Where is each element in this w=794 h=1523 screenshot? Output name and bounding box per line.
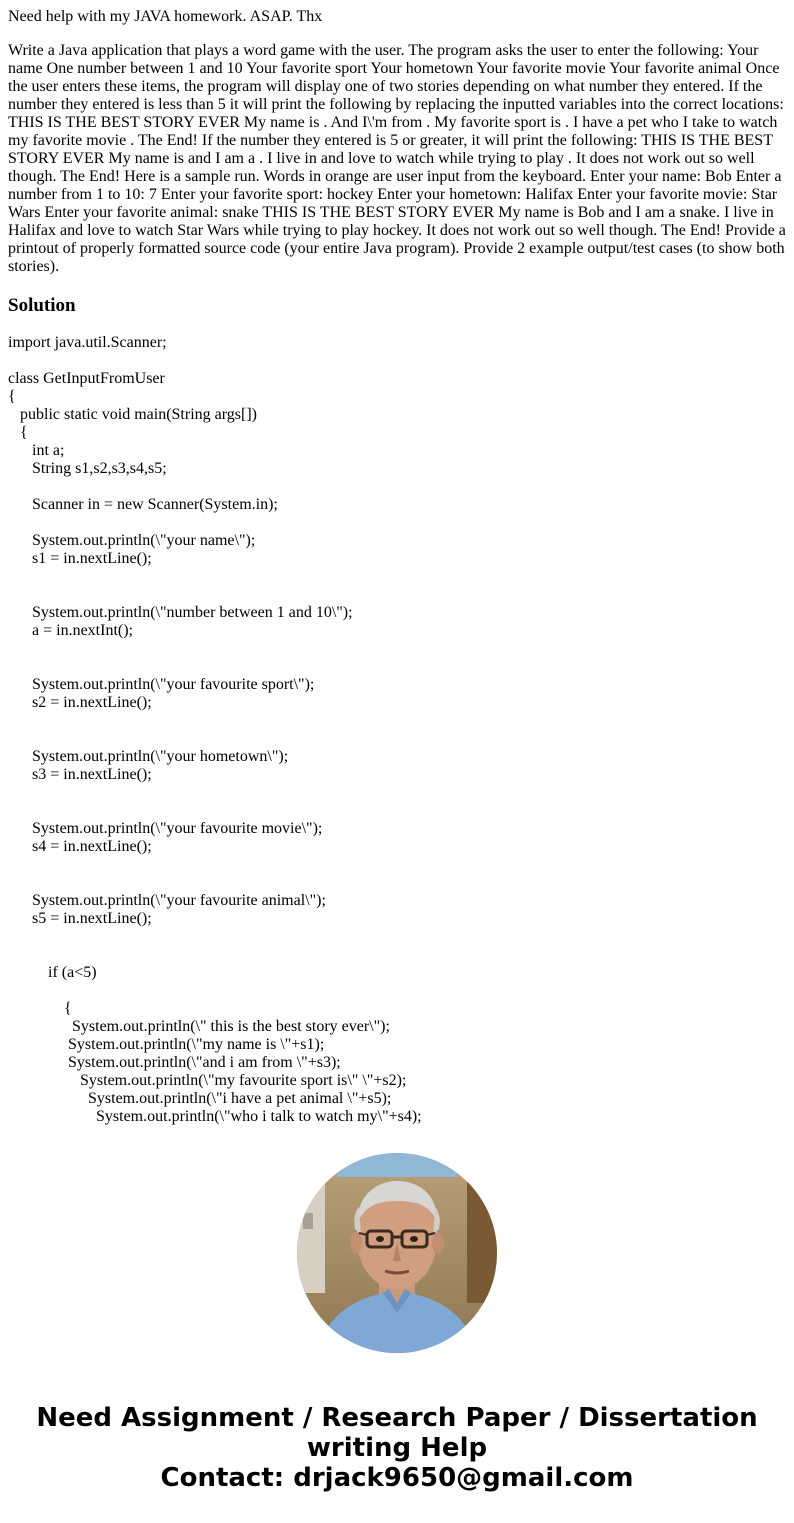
code-line: System.out.println(\"your name\");: [8, 532, 256, 549]
author-avatar: [297, 1153, 497, 1353]
code-line: s4 = in.nextLine();: [8, 838, 152, 855]
code-line: [8, 586, 786, 604]
code-line: {: [8, 424, 28, 441]
code-line: Scanner in = new Scanner(System.in);: [8, 496, 278, 513]
code-line: System.out.println(\"and i am from \"+s3);: [8, 1054, 341, 1071]
code-line: [8, 640, 786, 658]
code-line: String s1,s2,s3,s4,s5;: [8, 460, 167, 477]
code-line: {: [8, 1000, 72, 1017]
code-line: s3 = in.nextLine();: [8, 766, 152, 783]
code-line: System.out.println(\"your hometown\");: [8, 748, 289, 765]
code-line: [8, 856, 786, 874]
code-line: System.out.println(\"my name is \"+s1);: [8, 1036, 325, 1053]
banner-line-1: Need Assignment / Research Paper / Dissertation: [36, 1403, 758, 1433]
banner-line-2: writing Help: [306, 1433, 488, 1463]
banner-contact-email: Contact: drjack9650@gmail.com: [160, 1463, 634, 1493]
code-line: [8, 514, 786, 532]
code-line: {: [8, 388, 16, 405]
code-line: [8, 352, 786, 370]
code-line: [8, 982, 786, 1000]
code-line: public static void main(String args[]): [8, 406, 257, 423]
code-line: System.out.println(\" this is the best story ever\");: [8, 1018, 390, 1035]
code-line: import java.util.Scanner;: [8, 334, 167, 351]
code-line: [8, 712, 786, 730]
code-line: [8, 874, 786, 892]
code-line: [8, 478, 786, 496]
code-line: System.out.println(\"number between 1 and 10\");: [8, 604, 353, 621]
question-body: Write a Java application that plays a word game with the user. The program asks the user to enter the following: Your name One number between 1 and 10 Your favorite sport Your hometown Your favorite movie Your favorite animal Once the user enters these items, the program will display one of two stories depending on what number they entered. If the number they entered is less than 5 it will print the following by replacing the inputted variables into the correct locations: THIS IS THE BEST STORY EVER My name is . And I\'m from . My favorite sport is . I have a pet who I take to watch my favorite movie . The End! If the number they entered is 5 or greater, it will print the following: THIS IS THE BEST STORY EVER My name is and I am a . I live in and love to watch while trying to play . It does not work out so well though. The End! Here is a sample run. Words in orange are user input from the keyboard. Enter your name: Bob Enter a number from 1 to 10: 7 Enter your favorite sport: hockey Enter your hometown: Halifax Enter your favorite movie: Star Wars Enter your favorite animal: snake THIS IS THE BEST STORY EVER My name is Bob and I am a snake. I live in Halifax and love to watch Star Wars while trying to play hockey. It does not work out so well though. The End! Provide a printout of properly formatted source code (your entire Java program). Provide 2 example output/test cases (to show both stories).: [8, 42, 786, 275]
code-line: s5 = in.nextLine();: [8, 910, 152, 927]
code-line: [8, 730, 786, 748]
person-portrait-icon: [297, 1153, 497, 1353]
code-line: System.out.println(\"your favourite animal\");: [8, 892, 326, 909]
code-line: System.out.println(\"i have a pet animal \"+s5);: [8, 1090, 392, 1107]
solution-heading: Solution: [8, 295, 76, 316]
code-line: [8, 784, 786, 802]
code-line: System.out.println(\"who i talk to watch my\"+s4);: [8, 1108, 422, 1125]
code-line: s1 = in.nextLine();: [8, 550, 152, 567]
code-line: System.out.println(\"your favourite sport\");: [8, 676, 315, 693]
code-line: [8, 946, 786, 964]
code-line: s2 = in.nextLine();: [8, 694, 152, 711]
code-line: System.out.println(\"your favourite movie\");: [8, 820, 323, 837]
question-title: Need help with my JAVA homework. ASAP. Thx: [8, 8, 323, 25]
contact-banner: [0, 1403, 794, 1493]
code-line: System.out.println(\"my favourite sport is\" \"+s2);: [8, 1072, 407, 1089]
solution-code: [8, 334, 786, 1126]
code-line: class GetInputFromUser: [8, 370, 165, 387]
code-line: [8, 802, 786, 820]
code-line: if (a<5): [8, 964, 97, 981]
code-line: int a;: [8, 442, 65, 459]
code-line: [8, 928, 786, 946]
code-line: a = in.nextInt();: [8, 622, 133, 639]
code-line: [8, 568, 786, 586]
code-line: [8, 658, 786, 676]
